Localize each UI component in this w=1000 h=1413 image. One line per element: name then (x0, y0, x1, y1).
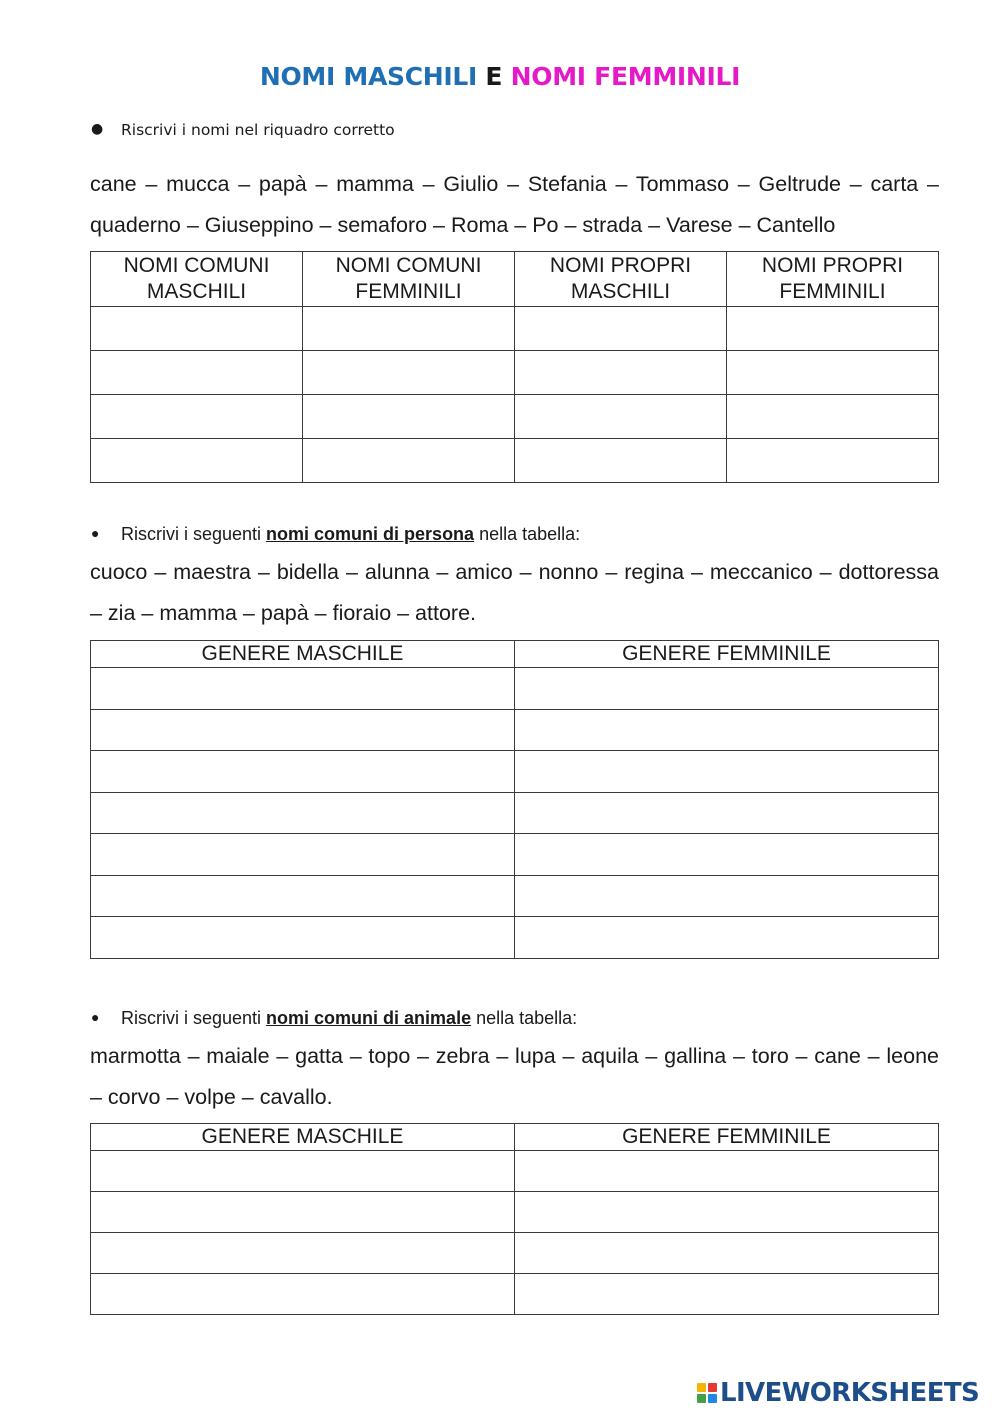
answer-cell[interactable] (91, 1274, 515, 1315)
section3-instruction: ● Riscrivi i seguenti nomi comuni di animale nella tabella: (91, 1008, 578, 1028)
answer-cell[interactable] (91, 917, 515, 959)
bullet-icon: ● (91, 1009, 100, 1025)
table-row (91, 834, 939, 876)
table-row (91, 395, 939, 439)
answer-cell[interactable] (515, 792, 939, 834)
answer-cell[interactable] (515, 439, 727, 483)
answer-cell[interactable] (515, 395, 727, 439)
answer-cell[interactable] (727, 439, 939, 483)
answer-cell[interactable] (727, 395, 939, 439)
answer-cell[interactable] (303, 351, 515, 395)
page-title (0, 62, 1000, 91)
header-proper-masculine: NOMI PROPRI MASCHILI (515, 252, 727, 307)
answer-cell[interactable] (515, 1192, 939, 1233)
header-masculine: GENERE MASCHILE (91, 641, 515, 668)
table-row (91, 351, 939, 395)
answer-cell[interactable] (91, 668, 515, 710)
animal-nouns-table (90, 1123, 939, 1315)
table-row (91, 1151, 939, 1192)
title-masculine: NOMI MASCHILI (259, 62, 478, 91)
answer-cell[interactable] (91, 307, 303, 351)
answer-cell[interactable] (515, 834, 939, 876)
table-row (91, 792, 939, 834)
answer-cell[interactable] (727, 351, 939, 395)
answer-cell[interactable] (91, 1151, 515, 1192)
section2-instruction: ● Riscrivi i seguenti nomi comuni di persona nella tabella: (91, 524, 581, 544)
answer-cell[interactable] (303, 307, 515, 351)
answer-cell[interactable] (91, 709, 515, 751)
answer-cell[interactable] (515, 1233, 939, 1274)
answer-cell[interactable] (91, 1233, 515, 1274)
answer-cell[interactable] (515, 1151, 939, 1192)
answer-cell[interactable] (91, 792, 515, 834)
answer-cell[interactable] (515, 668, 939, 710)
table-row (91, 875, 939, 917)
header-feminine: GENERE FEMMINILE (515, 641, 939, 668)
table-row (91, 1192, 939, 1233)
bullet-icon: ● (91, 121, 104, 137)
answer-cell[interactable] (727, 307, 939, 351)
section1-word-list: cane – mucca – papà – mamma – Giulio – Stefania – Tommaso – Geltrude – carta – quaderno – Giuseppino – semaforo – Roma – Po – strada – Varese – Cantello (90, 172, 939, 237)
answer-cell[interactable] (91, 395, 303, 439)
header-common-masculine: NOMI COMUNI MASCHILI (91, 252, 303, 307)
answer-cell[interactable] (91, 751, 515, 793)
answer-cell[interactable] (91, 875, 515, 917)
liveworksheets-logo (697, 1378, 979, 1408)
answer-cell[interactable] (515, 709, 939, 751)
answer-cell[interactable] (515, 1274, 939, 1315)
logo-icon (697, 1383, 717, 1403)
table-row (91, 668, 939, 710)
logo-text: LIVEWORKSHEETS (720, 1378, 980, 1408)
bullet-icon: ● (91, 525, 100, 541)
header-proper-feminine: NOMI PROPRI FEMMINILI (727, 252, 939, 307)
answer-cell[interactable] (515, 751, 939, 793)
answer-cell[interactable] (515, 307, 727, 351)
answer-cell[interactable] (91, 1192, 515, 1233)
table-row (91, 917, 939, 959)
answer-cell[interactable] (303, 395, 515, 439)
table-row (91, 1233, 939, 1274)
section2-word-list: cuoco – maestra – bidella – alunna – amico – nonno – regina – meccanico – dottoressa – zia – mamma – papà – fioraio – attore. (90, 560, 939, 625)
header-feminine: GENERE FEMMINILE (515, 1124, 939, 1151)
person-nouns-table (90, 640, 939, 959)
table-row (91, 1274, 939, 1315)
title-conjunction: E (477, 62, 511, 91)
answer-cell[interactable] (515, 875, 939, 917)
answer-cell[interactable] (515, 917, 939, 959)
table-row (91, 709, 939, 751)
table-row (91, 307, 939, 351)
section1-instruction: ● Riscrivi i nomi nel riquadro corretto (91, 121, 395, 139)
table-row (91, 751, 939, 793)
answer-cell[interactable] (91, 439, 303, 483)
title-feminine: NOMI FEMMINILI (510, 62, 741, 91)
header-masculine: GENERE MASCHILE (91, 1124, 515, 1151)
answer-cell[interactable] (91, 351, 303, 395)
answer-cell[interactable] (91, 834, 515, 876)
table-row (91, 439, 939, 483)
header-common-feminine: NOMI COMUNI FEMMINILI (303, 252, 515, 307)
section3-word-list: marmotta – maiale – gatta – topo – zebra – lupa – aquila – gallina – toro – cane – leone – corvo – volpe – cavallo. (90, 1044, 939, 1109)
common-proper-nouns-table (90, 251, 939, 483)
answer-cell[interactable] (515, 351, 727, 395)
answer-cell[interactable] (303, 439, 515, 483)
